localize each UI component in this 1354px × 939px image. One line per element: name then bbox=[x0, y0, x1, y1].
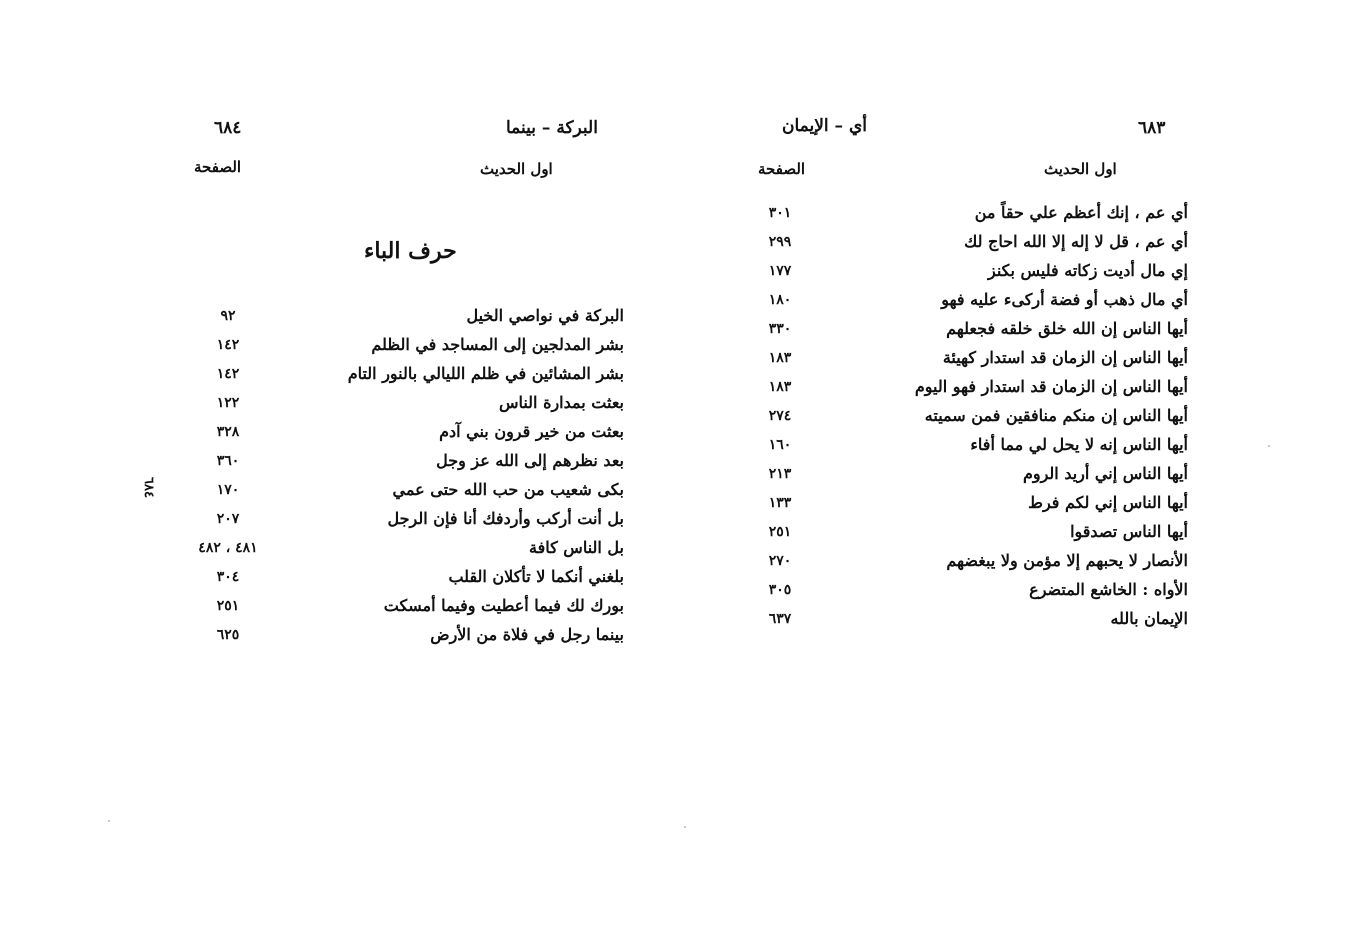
list-item bbox=[750, 288, 1188, 317]
page-reference: ١٧٧ bbox=[768, 263, 792, 279]
page-side-mark: ٦٨٤ bbox=[140, 477, 156, 498]
page-reference: ٣٠١ bbox=[768, 205, 792, 221]
hadith-opening: بكى شعيب من حب الله حتى عمي bbox=[392, 480, 624, 499]
list-item bbox=[188, 420, 624, 449]
list-item bbox=[188, 391, 624, 420]
list-item bbox=[750, 607, 1188, 636]
hadith-opening: أيها الناس إني لكم فرط bbox=[1028, 493, 1188, 512]
hadith-opening: بعثت من خير قرون بني آدم bbox=[439, 422, 624, 441]
hadith-opening: أي عم ، قل لا إله إلا الله احاج لك bbox=[964, 232, 1188, 251]
hadith-opening: أيها الناس إن منكم منافقين فمن سميته bbox=[924, 406, 1188, 425]
hadith-opening: الأنصار لا يحبهم إلا مؤمن ولا يبغضهم bbox=[946, 551, 1188, 570]
list-item bbox=[750, 201, 1188, 230]
page-reference: ٣٢٨ bbox=[216, 424, 240, 440]
page-reference: ٣٠٥ bbox=[768, 582, 792, 598]
page-reference: ٦٢٥ bbox=[216, 627, 240, 643]
list-item bbox=[750, 520, 1188, 549]
list-item bbox=[188, 449, 624, 478]
hadith-opening: بينما رجل في فلاة من الأرض bbox=[430, 625, 624, 644]
list-item bbox=[750, 549, 1188, 578]
page-reference: ١٢٢ bbox=[216, 395, 240, 411]
section-title: حرف الباء bbox=[364, 238, 457, 264]
hadith-opening: بشر المدلجين إلى المساجد في الظلم bbox=[371, 335, 624, 354]
hadith-opening: أيها الناس إن الله خلق خلقه فجعلهم bbox=[946, 319, 1188, 338]
page-reference: ١٣٣ bbox=[768, 495, 792, 511]
page-reference: ٢٩٩ bbox=[768, 234, 792, 250]
hadith-opening: أيها الناس إن الزمان قد استدار فهو اليوم bbox=[914, 377, 1188, 396]
list-item bbox=[750, 404, 1188, 433]
hadith-opening: بل الناس كافة bbox=[529, 538, 624, 557]
page-reference: ١٦٠ bbox=[768, 437, 792, 453]
hadith-opening: بورك لك فيما أعطيت وفيما أمسكت bbox=[383, 596, 624, 615]
list-item bbox=[188, 623, 624, 652]
page-reference: ١٧٠ bbox=[216, 482, 240, 498]
list-item bbox=[750, 317, 1188, 346]
page-reference: ٣٠٤ bbox=[216, 569, 240, 585]
page-reference: ٦٣٧ bbox=[768, 611, 792, 627]
hadith-opening: أيها الناس تصدقوا bbox=[1070, 522, 1188, 541]
page-reference: ٩٢ bbox=[220, 308, 236, 324]
page-reference: ١٨٠ bbox=[768, 292, 792, 308]
page-reference: ٢٧٤ bbox=[768, 408, 792, 424]
hadith-opening: أيها الناس إنه لا يحل لي مما أفاء bbox=[970, 435, 1188, 454]
hadith-opening: أي عم ، إنك أعظم علي حقاً من bbox=[974, 203, 1188, 222]
page-reference: ٢٠٧ bbox=[216, 511, 240, 527]
page-reference: ١٤٢ bbox=[216, 366, 240, 382]
page-reference: ١٨٣ bbox=[768, 379, 792, 395]
hadith-opening: بعد نظرهم إلى الله عز وجل bbox=[436, 451, 624, 470]
list-item bbox=[188, 536, 624, 565]
hadith-opening: بعثت بمدارة الناس bbox=[498, 393, 624, 412]
hadith-opening: الأواه : الخاشع المتضرع bbox=[1029, 580, 1188, 599]
page-reference: ٢٧٠ bbox=[768, 553, 792, 569]
list-item bbox=[188, 594, 624, 623]
list-item bbox=[750, 491, 1188, 520]
column-header-page: الصفحة bbox=[758, 160, 806, 178]
list-item bbox=[750, 259, 1188, 288]
list-item bbox=[188, 304, 624, 333]
running-head: البركة – بينما bbox=[506, 118, 598, 138]
hadith-opening: أيها الناس إن الزمان قد استدار كهيئة bbox=[942, 348, 1188, 367]
list-item bbox=[750, 578, 1188, 607]
hadith-opening: بلغني أنكما لا تأكلان القلب bbox=[448, 567, 624, 586]
page-number: ٦٨٣ bbox=[1138, 118, 1166, 138]
page-reference: ٢١٣ bbox=[768, 466, 792, 482]
list-item bbox=[750, 433, 1188, 462]
page-reference: ٣٦٠ bbox=[216, 453, 240, 469]
page-reference: ٣٣٠ bbox=[768, 321, 792, 337]
page-reference: ٤٨١ ، ٤٨٢ bbox=[198, 540, 258, 556]
scan-speck bbox=[108, 820, 110, 822]
list-item bbox=[188, 507, 624, 536]
page-number: ٦٨٤ bbox=[214, 118, 242, 138]
hadith-opening: بل أنت أركب وأردفك أنا فإن الرجل bbox=[387, 509, 624, 528]
hadith-index-list bbox=[188, 304, 624, 652]
hadith-opening: الإيمان بالله bbox=[1110, 609, 1188, 628]
list-item bbox=[188, 478, 624, 507]
running-head: أي – الإيمان bbox=[782, 116, 868, 136]
column-header-page: الصفحة bbox=[194, 158, 242, 176]
hadith-opening: أيها الناس إني أريد الروم bbox=[1022, 464, 1188, 483]
page-reference: ٢٥١ bbox=[768, 524, 792, 540]
page-reference: ١٤٢ bbox=[216, 337, 240, 353]
list-item bbox=[750, 375, 1188, 404]
right-page bbox=[690, 0, 1354, 939]
list-item bbox=[188, 333, 624, 362]
page-reference: ١٨٣ bbox=[768, 350, 792, 366]
hadith-index-list bbox=[750, 201, 1188, 636]
list-item bbox=[188, 565, 624, 594]
scan-speck bbox=[1268, 445, 1270, 447]
hadith-opening: أي مال ذهب أو فضة أركىء عليه فهو bbox=[941, 290, 1188, 309]
list-item bbox=[750, 346, 1188, 375]
column-header-hadith: اول الحديث bbox=[480, 160, 553, 178]
hadith-opening: إي مال أديت زكاته فليس بكنز bbox=[988, 261, 1188, 280]
list-item bbox=[750, 462, 1188, 491]
page-reference: ٢٥١ bbox=[216, 598, 240, 614]
hadith-opening: بشر المشائين في ظلم الليالي بالنور التام bbox=[347, 364, 624, 383]
list-item bbox=[188, 362, 624, 391]
hadith-opening: البركة في نواصي الخيل bbox=[466, 306, 624, 325]
column-header-hadith: اول الحديث bbox=[1044, 160, 1117, 178]
list-item bbox=[750, 230, 1188, 259]
scan-speck bbox=[684, 826, 686, 828]
